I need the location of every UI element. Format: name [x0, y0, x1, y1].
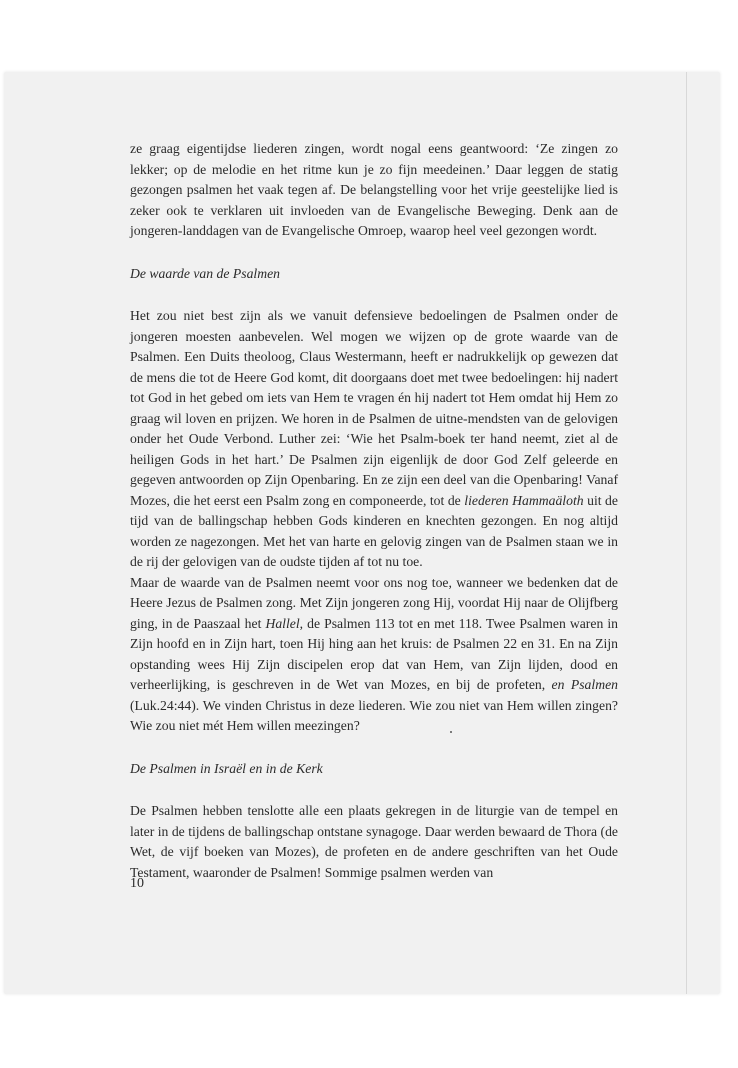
- section-heading-israel: De Psalmen in Israël en in de Kerk: [130, 760, 323, 776]
- speck-mark: [450, 731, 452, 733]
- paragraph-3: Maar de waarde van de Psalmen neemt voor ons nog toe, wanneer we bedenken dat de Heere Jezus de Psalmen zong. Met Zijn jongeren zong Hij, voordat Hij naar de Olijfberg ging, in de Paaszaal het Hallel, de Psalmen 113 tot en met 118. Twee Psalmen waren in Zijn hoofd en in Zijn hart, toen Hij hing aan het kruis: de Psalmen 22 en 31. En na Zijn opstanding wees Hij Zijn discipelen erop dat van Hem, van Zijn lijden, dood en verheerlijking, is geschreven in de Wet van Mozes, en bij de profeten, en Psalmen (Luk.24:44). We vinden Christus in deze liederen. Wie zou niet van Hem willen zingen? Wie zou niet mét Hem willen meezingen?: [130, 574, 618, 733]
- page-number: 10: [130, 876, 144, 891]
- page-edge: [686, 72, 687, 994]
- body-text: [130, 139, 618, 883]
- paragraph-1: ze graag eigentijdse liederen zingen, wordt nogal eens geantwoord: ‘Ze zingen zo lekker; op de melodie en het ritme kun je zo fijn meedeinen.’ Daar leggen de statig gezongen psalmen het vaak tegen af. De belangstelling voor het vrije geestelijke lied is zeker ook te verklaren uit invloeden van de Evangelische Beweging. Denk aan de jongeren-landdagen van de Evangelische Omroep, waarop heel veel gezongen wordt.: [130, 141, 618, 238]
- paragraph-4: De Psalmen hebben tenslotte alle een plaats gekregen in de liturgie van de tempel en later in de tijdens de ballingschap ontstane synagoge. Daar werden bewaard de Thora (de Wet, de vijf boeken van Mozes), de profeten en de andere geschriften van het Oude Testament, waaronder de Psalmen! Sommige psalmen werden van: [130, 803, 618, 880]
- italic-term: Hallel: [265, 615, 300, 631]
- section-heading-waarde: De waarde van de Psalmen: [130, 265, 281, 281]
- paragraph-2: Het zou niet best zijn als we vanuit defensieve bedoelingen de Psalmen onder de jongeren moesten aanbevelen. Wel mogen we wijzen op de grote waarde van de Psalmen. Een Duits theoloog, Claus Westermann, heeft er nadrukkelijk op gewezen dat de mens die tot de Heere God komt, dit doorgaans doet met twee bedoelingen: hij nadert tot God in het gebed om iets van Hem te vragen én hij nadert tot Hem omdat hij Hem zo graag wil loven en prijzen. We horen in de Psalmen de uitne-mendsten van de gelovigen onder het Oude Verbond. Luther zei: ‘Wie het Psalm-boek ter hand neemt, ziet al de heiligen Gods in het hart.’ De Psalmen zijn eigenlijk de door God Zelf geleerde en gegeven antwoorden op Zijn Openbaring. En ze zijn een deel van die Openbaring! Vanaf Mozes, die het eerst een Psalm zong en componeerde, tot de liederen Hammaäloth uit de tijd van de ballingschap hebben Gods kinderen en knechten gezongen. En nog altijd worden ze nagezongen. Met het van harte en gelovig zingen van de Psalmen staan we in de rij der gelovigen van de oudste tijden af tot nu toe.: [130, 308, 618, 569]
- italic-term: en Psalmen: [551, 677, 618, 692]
- italic-term: liederen Hammaäloth: [464, 492, 584, 508]
